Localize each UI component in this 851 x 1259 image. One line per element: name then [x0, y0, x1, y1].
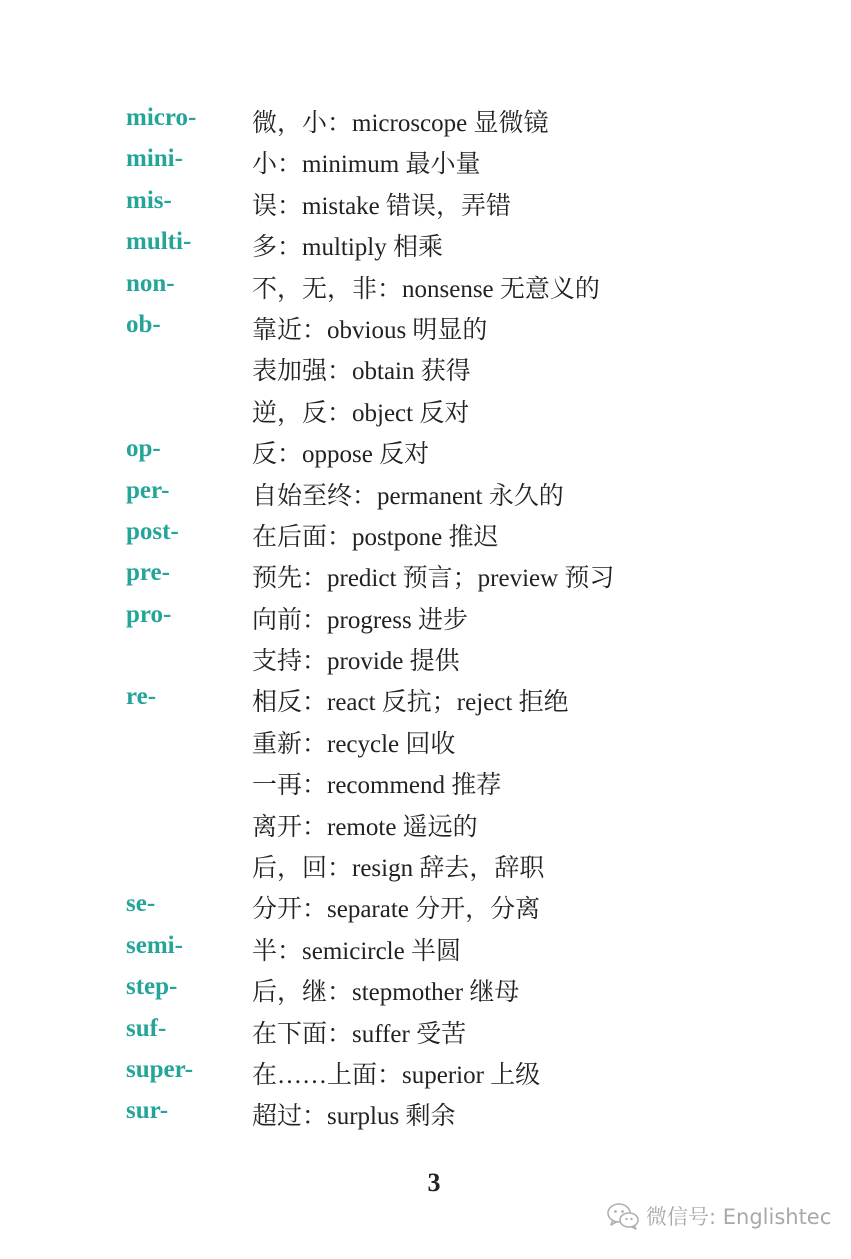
list-item: [0, 390, 851, 431]
list-item: [0, 928, 851, 969]
list-item: [0, 514, 851, 555]
prefix-meaning: 反：oppose 反对: [252, 441, 430, 469]
prefix-meaning: 自始至终：permanent 永久的: [252, 482, 564, 510]
list-item: [0, 886, 851, 927]
list-item: [0, 100, 851, 141]
list-item: [0, 266, 851, 307]
prefix-term: suf-: [126, 1014, 167, 1042]
prefix-meaning: 后，回：resign 辞去，辞职: [252, 855, 545, 883]
prefix-term: pre-: [126, 559, 170, 587]
prefix-meaning: 在后面：postpone 推迟: [252, 523, 499, 551]
prefix-meaning: 离开：remote 遥远的: [252, 813, 478, 841]
list-item: [0, 804, 851, 845]
prefix-meaning: 多：multiply 相乘: [252, 234, 443, 262]
list-item: [0, 969, 851, 1010]
prefix-term: mini-: [126, 145, 183, 173]
list-item: [0, 721, 851, 762]
page-number: 3: [427, 1168, 441, 1197]
list-item: [0, 638, 851, 679]
prefix-term: per-: [126, 476, 170, 504]
prefix-meaning: 靠近：obvious 明显的: [252, 316, 488, 344]
prefix-term: post-: [126, 517, 179, 545]
list-item: [0, 431, 851, 472]
prefix-meaning: 相反：react 反抗；reject 拒绝: [252, 689, 569, 717]
watermark-text: 微信号: Englishtec: [646, 1205, 832, 1229]
prefix-term: step-: [126, 973, 178, 1001]
prefix-meaning: 向前：progress 进步: [252, 606, 468, 634]
prefix-meaning: 微，小：microscope 显微镜: [252, 110, 549, 137]
prefix-term: pro-: [126, 600, 172, 628]
list-item: [0, 1052, 851, 1093]
list-item: [0, 762, 851, 803]
prefix-term: ob-: [126, 310, 161, 338]
list-item: [0, 679, 851, 720]
prefix-term: non-: [126, 269, 175, 297]
list-item: [0, 348, 851, 389]
prefix-list: [0, 100, 851, 1135]
prefix-term: semi-: [126, 931, 183, 959]
prefix-meaning: 超过：surplus 剩余: [252, 1103, 456, 1131]
prefix-meaning: 重新：recycle 回收: [252, 730, 456, 758]
prefix-meaning: 不，无，非：nonsense 无意义的: [252, 275, 600, 303]
prefix-term: super-: [126, 1055, 194, 1083]
prefix-meaning: 表加强：obtain 获得: [252, 358, 471, 386]
watermark: [606, 1201, 831, 1231]
prefix-term: sur-: [126, 1097, 169, 1125]
prefix-meaning: 误：mistake 错误，弄错: [252, 192, 512, 220]
list-item: [0, 183, 851, 224]
prefix-meaning: 预先：predict 预言；preview 预习: [252, 565, 615, 593]
prefix-term: op-: [126, 435, 161, 463]
wechat-icon: [606, 1201, 640, 1231]
prefix-meaning: 支持：provide 提供: [252, 648, 460, 676]
list-item: [0, 307, 851, 348]
list-item: [0, 845, 851, 886]
prefix-term: mis-: [126, 186, 172, 214]
list-item: [0, 141, 851, 182]
prefix-meaning: 分开：separate 分开，分离: [252, 896, 541, 924]
prefix-term: re-: [126, 683, 157, 711]
prefix-meaning: 半：semicircle 半圆: [252, 937, 461, 965]
prefix-meaning: 小：minimum 最小量: [252, 151, 481, 179]
list-item: [0, 473, 851, 514]
prefix-meaning: 一再：recommend 推荐: [252, 772, 502, 800]
list-item: [0, 1093, 851, 1134]
prefix-meaning: 在……上面：superior 上级: [252, 1061, 541, 1089]
prefix-meaning: 逆，反：object 反对: [252, 399, 470, 427]
prefix-term: micro-: [126, 104, 197, 131]
list-item: [0, 1011, 851, 1052]
list-item: [0, 597, 851, 638]
list-item: [0, 555, 851, 596]
prefix-meaning: 后，继：stepmother 继母: [252, 979, 520, 1007]
prefix-term: multi-: [126, 228, 192, 256]
prefix-meaning: 在下面：suffer 受苦: [252, 1020, 467, 1048]
prefix-term: se-: [126, 890, 156, 918]
list-item: [0, 224, 851, 265]
